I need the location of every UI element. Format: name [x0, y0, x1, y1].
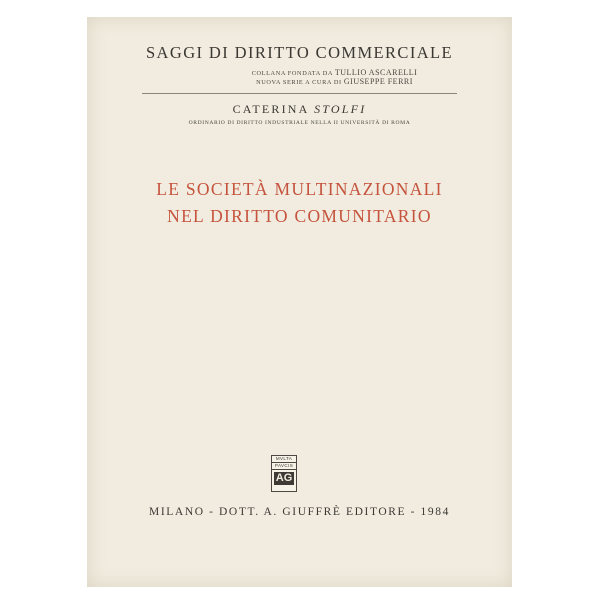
book-cover [87, 17, 512, 587]
publisher-line: MILANO - DOTT. A. GIUFFRÈ EDITORE - 1984 [149, 506, 450, 518]
publisher-logo [271, 455, 297, 492]
author-last-name: STOLFI [314, 102, 367, 116]
book-title-line-1: LE SOCIETÀ MULTINAZIONALI [156, 179, 443, 199]
author-name [87, 102, 512, 117]
book-title-line-2: NEL DIRITTO COMUNITARIO [167, 206, 432, 226]
logo-motto-middle: PAVCIS [272, 463, 296, 470]
series-founder-prefix: COLLANA FONDATA DA [251, 70, 333, 77]
series-editor-name: GIUSEPPE FERRI [343, 77, 413, 86]
divider-rule [142, 93, 457, 94]
logo-monogram: AG [275, 472, 293, 484]
series-founder-name: TULLIO ASCARELLI [334, 68, 418, 77]
author-affiliation: ORDINARIO DI DIRITTO INDUSTRIALE NELLA II UNIVERSITÀ DI ROMA [188, 120, 411, 126]
series-editor-line [122, 77, 547, 87]
book-title [87, 176, 512, 230]
series-title: SAGGI DI DIRITTO COMMERCIALE [145, 43, 453, 62]
author-first-name: CATERINA [232, 102, 309, 116]
series-editor-prefix: NUOVA SERIE A CURA DI [256, 79, 342, 86]
logo-motto-top: MVLTA [272, 456, 296, 463]
